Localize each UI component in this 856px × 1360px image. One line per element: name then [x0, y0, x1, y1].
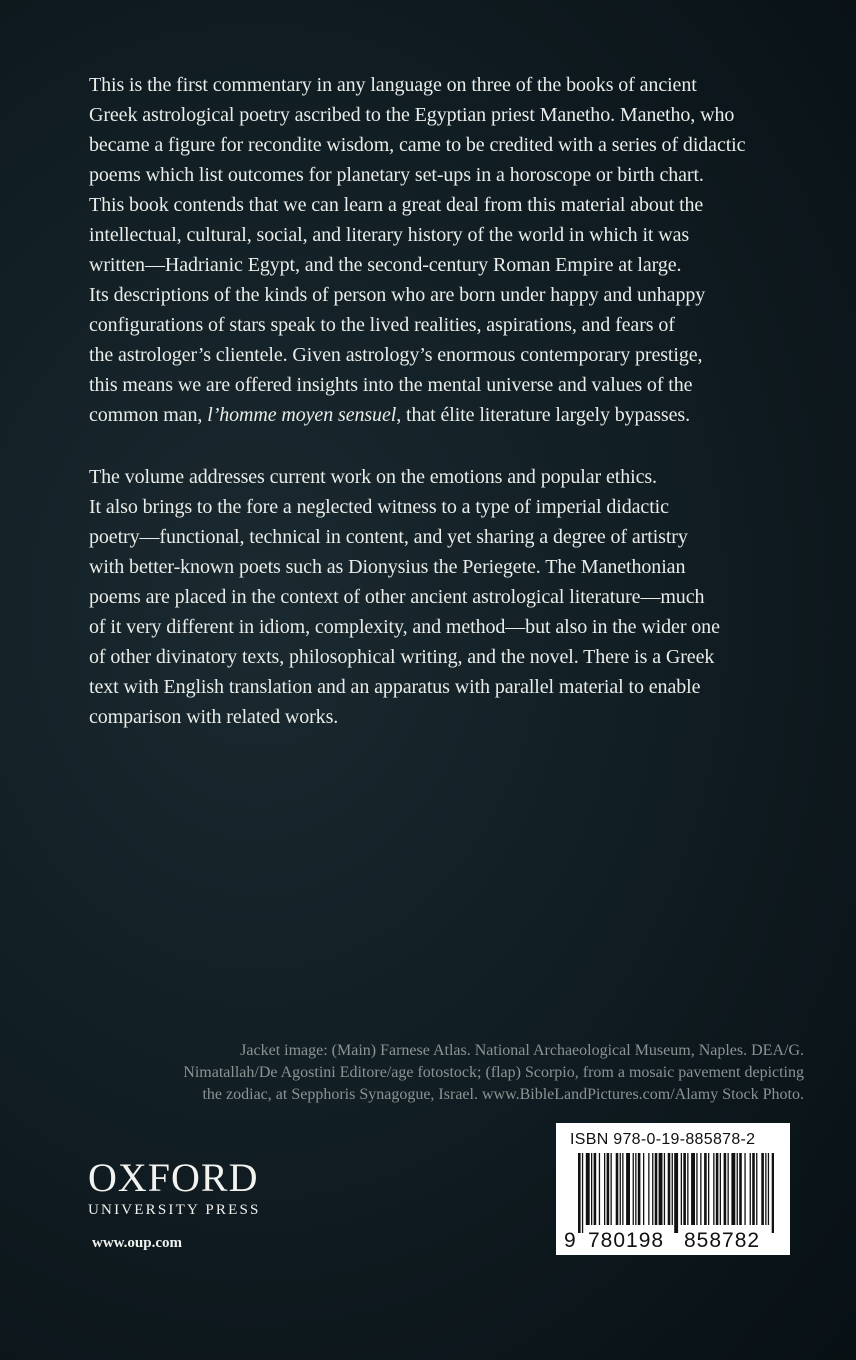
- barcode-bar: [659, 1153, 663, 1225]
- barcode-bar: [635, 1153, 636, 1225]
- barcode-bar: [739, 1153, 742, 1225]
- barcode-bar: [713, 1153, 714, 1225]
- barcode-bar: [716, 1153, 719, 1225]
- barcode-bar: [643, 1153, 644, 1225]
- barcode-bar: [691, 1153, 695, 1225]
- credit-line: Jacket image: (Main) Farnese Atlas. National Archaeological Museum, Naples. DEA/G.: [240, 1042, 804, 1059]
- barcode-bar: [607, 1153, 610, 1225]
- barcode-bar: [594, 1153, 597, 1225]
- barcode-bar: [752, 1153, 755, 1225]
- blurb-line: comparison with related works.: [89, 706, 339, 728]
- barcode-bar: [704, 1153, 707, 1225]
- barcode-bar: [652, 1153, 653, 1225]
- barcode-bar: [700, 1153, 701, 1225]
- barcode-bar: [696, 1153, 697, 1225]
- barcode-bar: [750, 1153, 751, 1225]
- blurb-last-line: [89, 400, 819, 430]
- publisher-logo: [88, 1155, 261, 1219]
- barcode-bar: [638, 1153, 641, 1225]
- barcode-bar: [582, 1153, 583, 1233]
- blurb-paragraph-1: [89, 70, 819, 430]
- barcode-bar: [744, 1153, 745, 1225]
- barcode-bar: [620, 1153, 621, 1225]
- barcode-bar: [724, 1153, 727, 1225]
- barcode-bar: [728, 1153, 729, 1225]
- barcode-bar: [672, 1153, 673, 1225]
- blurb-text: common man,: [89, 404, 208, 426]
- barcode-bar: [664, 1153, 665, 1225]
- credit-line: Nimatallah/De Agostini Editore/age fotostock; (flap) Scorpio, from a mosaic pavement depicting: [183, 1064, 804, 1081]
- barcode-bar: [737, 1153, 738, 1225]
- blurb-line: with better-known poets such as Dionysius the Periegete. The Manethonian: [89, 556, 686, 578]
- barcode-bar: [708, 1153, 709, 1225]
- blurb-line: this means we are offered insights into the mental universe and values of the: [89, 374, 693, 396]
- barcode-bar: [578, 1153, 581, 1233]
- blurb-line: became a figure for recondite wisdom, came to be credited with a series of didactic: [89, 134, 746, 156]
- barcode-bar: [720, 1153, 721, 1225]
- blurb-line: poems are placed in the context of other ancient astrological literature—much: [89, 586, 705, 608]
- barcode-bar: [772, 1153, 774, 1233]
- blurb-line: poetry—functional, technical in content, and yet sharing a degree of artistry: [89, 526, 688, 548]
- credit-line: the zodiac, at Sepphoris Synagogue, Israel. www.BibleLandPictures.com/Alamy Stock Photo.: [202, 1086, 804, 1103]
- publisher-name: OXFORD: [88, 1155, 259, 1200]
- blurb-line: the astrologer’s clientele. Given astrology’s enormous contemporary prestige,: [89, 344, 703, 366]
- blurb-paragraph-2: [89, 462, 819, 732]
- barcode-bar: [604, 1153, 605, 1225]
- blurb-line: Its descriptions of the kinds of person who are born under happy and unhappy: [89, 284, 706, 306]
- barcode-bar: [626, 1153, 630, 1225]
- barcode-bar: [674, 1153, 678, 1233]
- barcode-bar: [655, 1153, 658, 1225]
- back-cover-blurb: [89, 70, 819, 764]
- blurb-line: This is the first commentary in any language on three of the books of ancient: [89, 74, 697, 96]
- blurb-line: written—Hadrianic Egypt, and the second-century Roman Empire at large.: [89, 254, 682, 276]
- barcode-digit-group-1: 780198: [588, 1229, 665, 1252]
- barcode-bar: [756, 1153, 757, 1225]
- barcode-bar: [687, 1153, 688, 1225]
- isbn-barcode: [556, 1123, 790, 1255]
- barcode-bar: [599, 1153, 600, 1225]
- barcode-bar: [768, 1153, 769, 1225]
- barcode-bar: [633, 1153, 634, 1225]
- barcode-bar: [731, 1153, 735, 1225]
- barcode-bars: [578, 1153, 774, 1233]
- barcode-bar: [668, 1153, 671, 1225]
- blurb-line: The volume addresses current work on the emotions and popular ethics.: [89, 466, 657, 488]
- italic-phrase: l’homme moyen sensuel: [207, 404, 397, 426]
- blurb-line: text with English translation and an apparatus with parallel material to enable: [89, 676, 701, 698]
- blurb-line: This book contends that we can learn a great deal from this material about the: [89, 194, 704, 216]
- blurb-line: intellectual, cultural, social, and literary history of the world in which it was: [89, 224, 690, 246]
- barcode-bar: [683, 1153, 686, 1225]
- blurb-line: configurations of stars speak to the lived realities, aspirations, and fears of: [89, 314, 675, 336]
- barcode-bar: [611, 1153, 612, 1225]
- blurb-line: It also brings to the fore a neglected witness to a type of imperial didactic: [89, 496, 669, 518]
- barcode-bar: [616, 1153, 619, 1225]
- barcode-bar: [681, 1153, 682, 1225]
- blurb-line: of it very different in idiom, complexity, and method—but also in the wider one: [89, 616, 720, 638]
- blurb-line: poems which list outcomes for planetary set-ups in a horoscope or birth chart.: [89, 164, 704, 186]
- barcode-bar: [591, 1153, 592, 1225]
- jacket-image-credit: [84, 1040, 804, 1106]
- publisher-subtitle: UNIVERSITY PRESS: [88, 1202, 261, 1218]
- barcode-bar: [761, 1153, 764, 1225]
- barcode-bar: [622, 1153, 623, 1225]
- barcode-bar: [765, 1153, 766, 1225]
- isbn-label: ISBN 978-0-19-885878-2: [570, 1131, 756, 1148]
- barcode-bar: [648, 1153, 649, 1225]
- barcode-digit-group-2: 858782: [684, 1229, 761, 1252]
- blurb-line: of other divinatory texts, philosophical writing, and the novel. There is a Greek: [89, 646, 715, 668]
- barcode-bar: [586, 1153, 590, 1225]
- blurb-text: , that élite literature largely bypasses.: [396, 404, 690, 426]
- publisher-url[interactable]: www.oup.com: [92, 1235, 183, 1251]
- barcode-digit-first: 9: [564, 1229, 577, 1252]
- blurb-line: Greek astrological poetry ascribed to the Egyptian priest Manetho. Manetho, who: [89, 104, 735, 126]
